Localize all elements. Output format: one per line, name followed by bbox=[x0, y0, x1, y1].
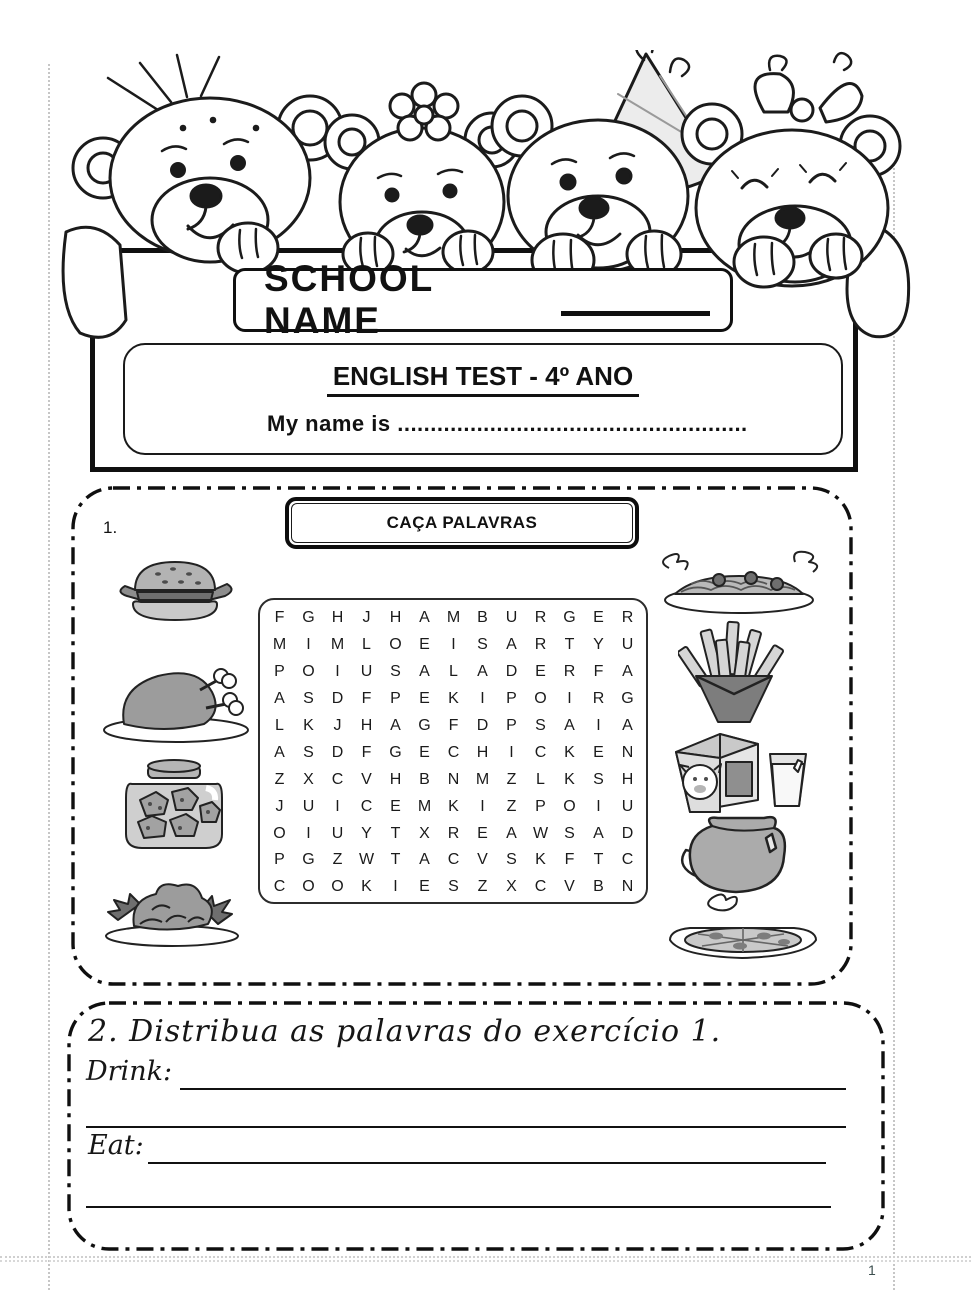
grid-letter: S bbox=[303, 690, 314, 708]
grid-row bbox=[265, 793, 642, 820]
grid-letter: A bbox=[274, 743, 285, 761]
grid-letter: G bbox=[302, 609, 315, 627]
page-number: 1 bbox=[868, 1262, 876, 1278]
grid-letter: R bbox=[447, 824, 460, 842]
pizza-image bbox=[660, 888, 825, 968]
grid-letter: L bbox=[362, 636, 371, 654]
grid-letter: C bbox=[534, 878, 547, 896]
hamburger-image bbox=[113, 556, 238, 624]
grid-row bbox=[265, 874, 642, 901]
grid-letter: U bbox=[621, 797, 634, 815]
grid-letter: A bbox=[477, 663, 488, 681]
grid-letter: S bbox=[564, 824, 575, 842]
test-title-box bbox=[123, 343, 843, 455]
grid-letter: D bbox=[505, 663, 518, 681]
grid-letter: K bbox=[564, 770, 575, 788]
grid-letter: T bbox=[564, 636, 575, 654]
grid-letter: A bbox=[593, 824, 604, 842]
grid-letter: D bbox=[331, 743, 344, 761]
grid-letter: U bbox=[505, 609, 518, 627]
grid-letter: M bbox=[330, 636, 345, 654]
hair-bow bbox=[755, 53, 862, 122]
grid-letter: Y bbox=[593, 636, 604, 654]
french-fries-image bbox=[678, 618, 790, 726]
grid-letter: E bbox=[535, 663, 546, 681]
grid-letter: A bbox=[506, 636, 517, 654]
grid-letter: O bbox=[302, 663, 315, 681]
grid-letter: M bbox=[446, 609, 461, 627]
grid-letter: K bbox=[448, 797, 459, 815]
grid-letter: W bbox=[532, 824, 549, 842]
grid-letter: I bbox=[335, 797, 340, 815]
word-search-title-box bbox=[285, 497, 639, 549]
grid-row bbox=[265, 659, 642, 686]
left-perforation-dots bbox=[48, 64, 50, 1290]
grid-letter: E bbox=[593, 743, 604, 761]
grid-letter: O bbox=[331, 878, 344, 896]
my-name-line: My name is ..................................................... bbox=[267, 411, 748, 436]
grid-letter: Z bbox=[477, 878, 488, 896]
grid-letter: H bbox=[389, 770, 402, 788]
grid-letter: Z bbox=[506, 770, 517, 788]
grid-row bbox=[265, 686, 642, 713]
grid-letter: I bbox=[480, 797, 485, 815]
grid-letter: K bbox=[535, 851, 546, 869]
grid-letter: P bbox=[274, 851, 285, 869]
grid-letter: W bbox=[358, 851, 375, 869]
grid-letter: F bbox=[593, 663, 604, 681]
grid-row bbox=[265, 766, 642, 793]
grid-letter: H bbox=[389, 609, 402, 627]
grid-letter: A bbox=[622, 663, 633, 681]
grid-row bbox=[265, 739, 642, 766]
grid-letter: A bbox=[506, 824, 517, 842]
grid-letter: S bbox=[506, 851, 517, 869]
grid-letter: I bbox=[480, 690, 485, 708]
grid-letter: S bbox=[390, 663, 401, 681]
answer-line-2 bbox=[86, 1126, 846, 1128]
grid-letter: P bbox=[506, 717, 517, 734]
grid-row bbox=[265, 713, 642, 740]
grid-letter: C bbox=[331, 770, 344, 788]
grid-letter: X bbox=[303, 770, 314, 788]
grid-letter: M bbox=[272, 636, 287, 654]
grid-letter: T bbox=[593, 851, 604, 869]
bottom-perforation-dots bbox=[0, 1256, 971, 1262]
grid-letter: M bbox=[417, 797, 432, 815]
grid-letter: U bbox=[302, 797, 315, 815]
grid-letter: F bbox=[274, 609, 285, 627]
grid-letter: A bbox=[390, 717, 401, 734]
grid-letter: I bbox=[306, 824, 311, 842]
grid-letter: I bbox=[335, 663, 340, 681]
grid-letter: M bbox=[475, 770, 490, 788]
test-title: ENGLISH TEST - 4º ANO bbox=[125, 361, 841, 392]
grid-letter: P bbox=[535, 797, 546, 815]
grid-letter: E bbox=[419, 743, 430, 761]
grid-letter: A bbox=[419, 851, 430, 869]
grid-letter: U bbox=[360, 663, 373, 681]
grid-letter: G bbox=[563, 609, 576, 627]
grid-letter: N bbox=[621, 743, 634, 761]
grid-letter: I bbox=[509, 743, 514, 761]
exercise2-title: 2. Distribua as palavras do exercício 1. bbox=[88, 1014, 722, 1049]
grid-row bbox=[265, 632, 642, 659]
grid-letter: J bbox=[362, 609, 371, 627]
grid-letter: G bbox=[302, 851, 315, 869]
grid-letter: V bbox=[477, 851, 488, 869]
grid-letter: S bbox=[477, 636, 488, 654]
drink-label: Drink: bbox=[86, 1056, 173, 1087]
grid-letter: T bbox=[390, 824, 401, 842]
grid-letter: K bbox=[448, 690, 459, 708]
cookie-jar-image bbox=[118, 758, 230, 854]
grid-letter: P bbox=[506, 690, 517, 708]
spaghetti-image bbox=[655, 548, 825, 620]
grid-letter: P bbox=[390, 690, 401, 708]
grid-letter: E bbox=[419, 878, 430, 896]
grid-letter: V bbox=[564, 878, 575, 896]
bear-party-hat bbox=[492, 50, 720, 286]
drink-answer-line bbox=[180, 1088, 846, 1090]
grid-letter: R bbox=[534, 609, 547, 627]
grid-letter: O bbox=[563, 797, 576, 815]
grid-letter: B bbox=[477, 609, 488, 627]
grid-letter: G bbox=[389, 743, 402, 761]
grid-letter: O bbox=[389, 636, 402, 654]
grid-letter: C bbox=[273, 878, 286, 896]
grid-letter: E bbox=[419, 690, 430, 708]
grid-row bbox=[265, 820, 642, 847]
grid-letter: J bbox=[275, 797, 284, 815]
grid-letter: H bbox=[360, 717, 373, 734]
grid-letter: J bbox=[333, 717, 342, 734]
grid-letter: I bbox=[567, 690, 572, 708]
grid-letter: Y bbox=[361, 824, 372, 842]
grid-letter: F bbox=[361, 690, 372, 708]
answer-line-4 bbox=[86, 1206, 831, 1208]
grid-letter: A bbox=[564, 717, 575, 734]
grid-letter: L bbox=[536, 770, 545, 788]
grid-letter: S bbox=[448, 878, 459, 896]
grid-letter: B bbox=[419, 770, 430, 788]
grid-letter: L bbox=[449, 663, 458, 681]
grid-letter: D bbox=[331, 690, 344, 708]
grid-letter: A bbox=[419, 663, 430, 681]
grid-letter: I bbox=[596, 717, 601, 734]
grid-letter: H bbox=[331, 609, 344, 627]
roast-chicken-image bbox=[100, 650, 255, 745]
grid-letter: G bbox=[418, 717, 431, 734]
grid-letter: D bbox=[621, 824, 634, 842]
grid-letter: S bbox=[535, 717, 546, 734]
grid-letter: A bbox=[622, 717, 633, 734]
grid-letter: F bbox=[564, 851, 575, 869]
grid-letter: F bbox=[448, 717, 459, 734]
school-name-label: SCHOOL NAME bbox=[264, 258, 434, 341]
school-name-blank-line bbox=[561, 311, 710, 316]
grid-letter: X bbox=[419, 824, 430, 842]
grid-letter: R bbox=[534, 636, 547, 654]
word-search-grid bbox=[258, 598, 648, 904]
grid-letter: P bbox=[274, 663, 285, 681]
grid-letter: C bbox=[447, 851, 460, 869]
grid-letter: S bbox=[593, 770, 604, 788]
juice-pitcher-image bbox=[678, 812, 796, 900]
grid-letter: Z bbox=[506, 797, 517, 815]
grid-letter: S bbox=[303, 743, 314, 761]
grid-letter: T bbox=[390, 851, 401, 869]
grid-letter: N bbox=[447, 770, 460, 788]
grid-letter: C bbox=[447, 743, 460, 761]
grid-letter: V bbox=[361, 770, 372, 788]
grid-letter: K bbox=[564, 743, 575, 761]
grid-letter: U bbox=[331, 824, 344, 842]
grid-letter: I bbox=[596, 797, 601, 815]
grid-letter: D bbox=[476, 717, 489, 734]
grid-letter: O bbox=[302, 878, 315, 896]
grid-letter: Z bbox=[274, 770, 285, 788]
grid-letter: I bbox=[451, 636, 456, 654]
grid-letter: R bbox=[563, 663, 576, 681]
school-name-box bbox=[233, 258, 733, 341]
grid-letter: X bbox=[506, 878, 517, 896]
grid-letter: A bbox=[419, 609, 430, 627]
grid-letter: E bbox=[390, 797, 401, 815]
grid-letter: I bbox=[393, 878, 398, 896]
grid-letter: H bbox=[476, 743, 489, 761]
grid-row bbox=[265, 847, 642, 874]
grid-letter: C bbox=[534, 743, 547, 761]
grid-row bbox=[265, 605, 642, 632]
grid-letter: A bbox=[274, 690, 285, 708]
grid-letter: U bbox=[621, 636, 634, 654]
grid-letter: Z bbox=[332, 851, 343, 869]
salad-image bbox=[100, 872, 245, 950]
grid-letter: L bbox=[275, 717, 284, 734]
grid-letter: H bbox=[621, 770, 634, 788]
grid-letter: E bbox=[419, 636, 430, 654]
grid-letter: R bbox=[592, 690, 605, 708]
grid-letter: C bbox=[360, 797, 373, 815]
grid-letter: F bbox=[361, 743, 372, 761]
grid-letter: O bbox=[534, 690, 547, 708]
eat-label: Eat: bbox=[88, 1130, 144, 1161]
grid-letter: N bbox=[621, 878, 634, 896]
exercise1-number: 1. bbox=[103, 518, 118, 537]
grid-letter: I bbox=[306, 636, 311, 654]
grid-letter: K bbox=[303, 717, 314, 734]
grid-letter: C bbox=[621, 851, 634, 869]
eat-answer-line bbox=[148, 1162, 826, 1164]
milk-carton-and-glass-image bbox=[662, 726, 812, 818]
grid-letter: E bbox=[477, 824, 488, 842]
grid-letter: G bbox=[621, 690, 634, 708]
grid-letter: B bbox=[593, 878, 604, 896]
grid-letter: O bbox=[273, 824, 286, 842]
grid-letter: K bbox=[361, 878, 372, 896]
bear-flower bbox=[325, 83, 519, 280]
grid-letter: E bbox=[593, 609, 604, 627]
word-search-title: CAÇA PALAVRAS bbox=[291, 503, 633, 543]
grid-letter: R bbox=[621, 609, 634, 627]
